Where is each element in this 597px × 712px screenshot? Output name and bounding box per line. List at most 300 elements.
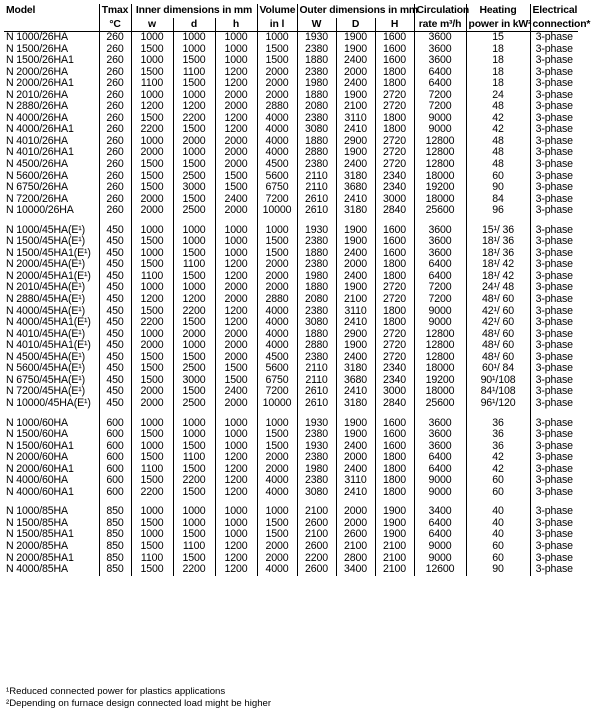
cell-inner-d: 1000 bbox=[173, 340, 215, 352]
cell-outer-w: 1880 bbox=[297, 90, 336, 102]
cell-heating-power: 60 bbox=[466, 475, 530, 487]
cell-model: N 2000/26HA1 bbox=[4, 78, 99, 90]
cell-electrical-connection: 3-phase bbox=[535, 77, 573, 90]
cell-circulation-rate: 3600 bbox=[414, 248, 466, 260]
cell-circulation-rate: 9000 bbox=[414, 306, 466, 318]
cell-heating-power: 48¹/ 60 bbox=[466, 294, 530, 306]
cell-model: N 6750/45HA(E¹) bbox=[4, 375, 99, 387]
cell-circulation-rate: 18000 bbox=[414, 171, 466, 183]
cell-electrical-connection: 3-phase bbox=[535, 362, 573, 375]
cell-model: N 4500/26HA bbox=[4, 159, 99, 171]
cell-outer-w: 2610 bbox=[297, 205, 336, 217]
cell-inner-d: 2500 bbox=[173, 171, 215, 183]
cell-model: N 1500/60HA bbox=[4, 429, 99, 441]
cell-tmax: 850 bbox=[99, 564, 131, 576]
cell-outer-d: 2400 bbox=[336, 271, 375, 283]
cell-tmax: 260 bbox=[99, 136, 131, 148]
cell-inner-d: 1500 bbox=[173, 487, 215, 499]
cell-inner-w: 1500 bbox=[131, 452, 173, 464]
header-inner-d: d bbox=[173, 18, 215, 32]
cell-circulation-rate: 25600 bbox=[414, 398, 466, 410]
cell-outer-d: 2400 bbox=[336, 441, 375, 453]
cell-heating-power: 36 bbox=[466, 429, 530, 441]
cell-outer-d: 2800 bbox=[336, 553, 375, 565]
cell-inner-d: 1000 bbox=[173, 236, 215, 248]
table-row bbox=[4, 294, 578, 306]
cell-model: N 1500/45HA(E¹) bbox=[4, 236, 99, 248]
cell-heating-power: 42¹/ 60 bbox=[466, 317, 530, 329]
cell-outer-d: 2100 bbox=[336, 101, 375, 113]
cell-outer-w: 1930 bbox=[297, 441, 336, 453]
cell-heating-power: 15 bbox=[466, 32, 530, 44]
cell-outer-h: 2720 bbox=[375, 340, 414, 352]
cell-inner-d: 1500 bbox=[173, 386, 215, 398]
cell-volume: 2000 bbox=[257, 67, 297, 79]
cell-heating-power: 18¹/ 42 bbox=[466, 259, 530, 271]
cell-model: N 2000/85HA1 bbox=[4, 553, 99, 565]
cell-outer-w: 2200 bbox=[297, 553, 336, 565]
cell-inner-h: 1200 bbox=[215, 475, 257, 487]
cell-inner-w: 1000 bbox=[131, 136, 173, 148]
cell-volume: 4000 bbox=[257, 147, 297, 159]
cell-inner-h: 1500 bbox=[215, 363, 257, 375]
cell-inner-w: 1500 bbox=[131, 429, 173, 441]
cell-outer-d: 2410 bbox=[336, 194, 375, 206]
cell-heating-power: 18¹/ 42 bbox=[466, 271, 530, 283]
cell-inner-d: 1500 bbox=[173, 124, 215, 136]
cell-outer-h: 1900 bbox=[375, 518, 414, 530]
cell-tmax: 600 bbox=[99, 429, 131, 441]
cell-heating-power: 18 bbox=[466, 55, 530, 67]
cell-heating-power: 18 bbox=[466, 67, 530, 79]
cell-outer-d: 2400 bbox=[336, 78, 375, 90]
cell-inner-w: 1500 bbox=[131, 375, 173, 387]
cell-inner-d: 2200 bbox=[173, 475, 215, 487]
cell-tmax: 450 bbox=[99, 375, 131, 387]
cell-outer-h: 1800 bbox=[375, 78, 414, 90]
cell-inner-w: 1500 bbox=[131, 518, 173, 530]
cell-inner-w: 2000 bbox=[131, 194, 173, 206]
cell-outer-w: 1980 bbox=[297, 78, 336, 90]
cell-electrical-connection: 3-phase bbox=[535, 396, 573, 409]
cell-tmax: 450 bbox=[99, 282, 131, 294]
cell-outer-w: 2380 bbox=[297, 352, 336, 364]
cell-inner-d: 1500 bbox=[173, 553, 215, 565]
cell-electrical-connection: 3-phase bbox=[535, 428, 573, 441]
cell-inner-h: 1200 bbox=[215, 271, 257, 283]
cell-outer-w: 1880 bbox=[297, 329, 336, 341]
header-circulation: Circulation bbox=[414, 4, 466, 18]
cell-inner-w: 2000 bbox=[131, 147, 173, 159]
cell-inner-h: 1200 bbox=[215, 113, 257, 125]
cell-inner-h: 1200 bbox=[215, 259, 257, 271]
cell-tmax: 260 bbox=[99, 159, 131, 171]
header-inner-h: h bbox=[215, 18, 257, 32]
cell-outer-w: 2600 bbox=[297, 541, 336, 553]
cell-volume: 4500 bbox=[257, 159, 297, 171]
cell-heating-power: 60 bbox=[466, 541, 530, 553]
cell-tmax: 260 bbox=[99, 32, 131, 44]
cell-volume: 2000 bbox=[257, 271, 297, 283]
cell-heating-power: 48 bbox=[466, 147, 530, 159]
cell-tmax: 260 bbox=[99, 182, 131, 194]
cell-electrical-connection: 3-phase bbox=[535, 339, 573, 352]
cell-outer-h: 2100 bbox=[375, 553, 414, 565]
cell-electrical-connection: 3-phase bbox=[535, 528, 573, 541]
cell-outer-d: 3680 bbox=[336, 375, 375, 387]
cell-inner-h: 1000 bbox=[215, 248, 257, 260]
cell-volume: 2880 bbox=[257, 294, 297, 306]
cell-inner-h: 1000 bbox=[215, 418, 257, 430]
cell-inner-w: 1100 bbox=[131, 464, 173, 476]
cell-circulation-rate: 6400 bbox=[414, 78, 466, 90]
cell-volume: 2000 bbox=[257, 452, 297, 464]
cell-model: N 4000/85HA bbox=[4, 564, 99, 576]
cell-inner-d: 1000 bbox=[173, 90, 215, 102]
cell-model: N 1500/60HA1 bbox=[4, 441, 99, 453]
cell-heating-power: 15¹/ 36 bbox=[466, 225, 530, 237]
cell-electrical-connection: 3-phase bbox=[535, 385, 573, 398]
cell-heating-power: 42 bbox=[466, 113, 530, 125]
cell-inner-h: 2000 bbox=[215, 147, 257, 159]
header-outer-w: W bbox=[297, 18, 336, 32]
cell-inner-d: 2000 bbox=[173, 136, 215, 148]
cell-outer-d: 1900 bbox=[336, 44, 375, 56]
cell-outer-w: 1930 bbox=[297, 225, 336, 237]
cell-heating-power: 48 bbox=[466, 136, 530, 148]
cell-circulation-rate: 6400 bbox=[414, 529, 466, 541]
cell-inner-w: 1000 bbox=[131, 529, 173, 541]
cell-inner-d: 1000 bbox=[173, 429, 215, 441]
cell-tmax: 260 bbox=[99, 55, 131, 67]
cell-outer-d: 2900 bbox=[336, 329, 375, 341]
cell-tmax: 260 bbox=[99, 124, 131, 136]
cell-inner-d: 1500 bbox=[173, 317, 215, 329]
table-row bbox=[4, 398, 578, 410]
cell-outer-h: 2720 bbox=[375, 282, 414, 294]
cell-circulation-rate: 3400 bbox=[414, 506, 466, 518]
cell-electrical-connection: 3-phase bbox=[535, 100, 573, 113]
cell-circulation-rate: 18000 bbox=[414, 386, 466, 398]
cell-heating-power: 42 bbox=[466, 124, 530, 136]
cell-tmax: 260 bbox=[99, 194, 131, 206]
cell-volume: 1500 bbox=[257, 248, 297, 260]
cell-circulation-rate: 12600 bbox=[414, 564, 466, 576]
cell-model: N 4500/45HA(E¹) bbox=[4, 352, 99, 364]
cell-electrical-connection: 3-phase bbox=[535, 316, 573, 329]
cell-outer-h: 3000 bbox=[375, 194, 414, 206]
cell-inner-d: 1500 bbox=[173, 464, 215, 476]
cell-model: N 2000/60HA bbox=[4, 452, 99, 464]
cell-model: N 4000/26HA bbox=[4, 113, 99, 125]
cell-inner-h: 1000 bbox=[215, 32, 257, 44]
cell-inner-h: 2000 bbox=[215, 159, 257, 171]
cell-volume: 1500 bbox=[257, 441, 297, 453]
cell-model: N 1000/60HA bbox=[4, 418, 99, 430]
cell-inner-w: 1500 bbox=[131, 352, 173, 364]
cell-inner-h: 1000 bbox=[215, 529, 257, 541]
cell-electrical-connection: 3-phase bbox=[535, 281, 573, 294]
cell-inner-w: 2000 bbox=[131, 398, 173, 410]
cell-volume: 4500 bbox=[257, 352, 297, 364]
cell-inner-w: 1500 bbox=[131, 259, 173, 271]
cell-tmax: 260 bbox=[99, 78, 131, 90]
cell-heating-power: 84¹/108 bbox=[466, 386, 530, 398]
table-row bbox=[4, 205, 578, 217]
cell-outer-d: 3110 bbox=[336, 306, 375, 318]
cell-circulation-rate: 9000 bbox=[414, 124, 466, 136]
table-header bbox=[4, 4, 591, 32]
specifications-table bbox=[4, 4, 591, 576]
cell-inner-d: 2500 bbox=[173, 363, 215, 375]
cell-outer-h: 2720 bbox=[375, 329, 414, 341]
cell-heating-power: 48 bbox=[466, 159, 530, 171]
cell-outer-h: 2720 bbox=[375, 159, 414, 171]
cell-volume: 2880 bbox=[257, 101, 297, 113]
cell-electrical-connection: 3-phase bbox=[535, 246, 573, 259]
cell-outer-h: 3000 bbox=[375, 386, 414, 398]
cell-inner-w: 1500 bbox=[131, 67, 173, 79]
cell-model: N 1000/45HA(E¹) bbox=[4, 225, 99, 237]
cell-heating-power: 36 bbox=[466, 441, 530, 453]
cell-outer-h: 1600 bbox=[375, 429, 414, 441]
cell-inner-h: 2000 bbox=[215, 340, 257, 352]
cell-outer-d: 1900 bbox=[336, 418, 375, 430]
cell-volume: 1500 bbox=[257, 236, 297, 248]
cell-circulation-rate: 12800 bbox=[414, 147, 466, 159]
cell-outer-d: 3180 bbox=[336, 363, 375, 375]
cell-heating-power: 90 bbox=[466, 182, 530, 194]
cell-circulation-rate: 18000 bbox=[414, 194, 466, 206]
cell-outer-w: 3080 bbox=[297, 124, 336, 136]
cell-circulation-rate: 6400 bbox=[414, 464, 466, 476]
footnote-1: ¹Reduced connected power for plastics applications bbox=[6, 686, 226, 697]
cell-inner-w: 1000 bbox=[131, 418, 173, 430]
cell-volume: 10000 bbox=[257, 205, 297, 217]
cell-electrical-connection: 3-phase bbox=[535, 134, 573, 147]
cell-inner-d: 1500 bbox=[173, 194, 215, 206]
cell-inner-h: 1000 bbox=[215, 441, 257, 453]
cell-inner-w: 2000 bbox=[131, 386, 173, 398]
cell-circulation-rate: 9000 bbox=[414, 553, 466, 565]
cell-inner-h: 1200 bbox=[215, 452, 257, 464]
cell-inner-w: 1500 bbox=[131, 541, 173, 553]
cell-circulation-rate: 6400 bbox=[414, 259, 466, 271]
table-row bbox=[4, 159, 578, 171]
header-heating: Heating bbox=[466, 4, 530, 18]
cell-outer-h: 1900 bbox=[375, 529, 414, 541]
cell-outer-w: 1880 bbox=[297, 55, 336, 67]
cell-inner-d: 2200 bbox=[173, 564, 215, 576]
cell-tmax: 450 bbox=[99, 329, 131, 341]
cell-outer-d: 3400 bbox=[336, 564, 375, 576]
cell-outer-w: 2880 bbox=[297, 147, 336, 159]
cell-electrical-connection: 3-phase bbox=[535, 111, 573, 124]
cell-inner-h: 1200 bbox=[215, 78, 257, 90]
cell-outer-d: 1900 bbox=[336, 32, 375, 44]
cell-inner-h: 2000 bbox=[215, 352, 257, 364]
cell-volume: 6750 bbox=[257, 375, 297, 387]
cell-inner-w: 1500 bbox=[131, 171, 173, 183]
cell-outer-h: 1600 bbox=[375, 32, 414, 44]
cell-inner-w: 1100 bbox=[131, 78, 173, 90]
cell-outer-w: 2380 bbox=[297, 159, 336, 171]
cell-volume: 1500 bbox=[257, 44, 297, 56]
table-row bbox=[4, 429, 578, 441]
cell-outer-d: 2400 bbox=[336, 352, 375, 364]
cell-circulation-rate: 3600 bbox=[414, 225, 466, 237]
cell-heating-power: 24 bbox=[466, 90, 530, 102]
cell-heating-power: 40 bbox=[466, 518, 530, 530]
cell-circulation-rate: 12800 bbox=[414, 340, 466, 352]
cell-model: N 2000/45HA1(E¹) bbox=[4, 271, 99, 283]
cell-model: N 4010/45HA1(E¹) bbox=[4, 340, 99, 352]
cell-circulation-rate: 19200 bbox=[414, 182, 466, 194]
cell-heating-power: 60¹/ 84 bbox=[466, 363, 530, 375]
cell-outer-w: 2380 bbox=[297, 259, 336, 271]
cell-volume: 4000 bbox=[257, 306, 297, 318]
cell-inner-d: 1000 bbox=[173, 282, 215, 294]
cell-volume: 4000 bbox=[257, 124, 297, 136]
cell-outer-w: 1930 bbox=[297, 32, 336, 44]
cell-outer-w: 2600 bbox=[297, 564, 336, 576]
cell-electrical-connection: 3-phase bbox=[535, 474, 573, 487]
cell-inner-h: 2000 bbox=[215, 205, 257, 217]
footnotes bbox=[6, 686, 271, 709]
cell-outer-h: 2340 bbox=[375, 363, 414, 375]
cell-outer-h: 2840 bbox=[375, 398, 414, 410]
cell-outer-d: 1900 bbox=[336, 236, 375, 248]
cell-inner-w: 1100 bbox=[131, 553, 173, 565]
table-row bbox=[4, 55, 578, 67]
cell-electrical-connection: 3-phase bbox=[535, 258, 573, 271]
cell-tmax: 260 bbox=[99, 90, 131, 102]
cell-electrical-connection: 3-phase bbox=[535, 563, 573, 576]
cell-volume: 2000 bbox=[257, 553, 297, 565]
cell-outer-h: 1800 bbox=[375, 452, 414, 464]
cell-outer-d: 3110 bbox=[336, 475, 375, 487]
cell-model: N 10000/45HA(E¹) bbox=[4, 398, 99, 410]
cell-inner-h: 1500 bbox=[215, 171, 257, 183]
cell-model: N 2000/45HA(E¹) bbox=[4, 259, 99, 271]
cell-inner-w: 1100 bbox=[131, 271, 173, 283]
cell-volume: 1000 bbox=[257, 506, 297, 518]
cell-outer-d: 2000 bbox=[336, 259, 375, 271]
cell-volume: 1500 bbox=[257, 429, 297, 441]
cell-electrical-connection: 3-phase bbox=[535, 223, 573, 236]
cell-tmax: 260 bbox=[99, 101, 131, 113]
cell-outer-d: 1900 bbox=[336, 225, 375, 237]
cell-circulation-rate: 12800 bbox=[414, 136, 466, 148]
cell-inner-w: 1500 bbox=[131, 159, 173, 171]
table-body bbox=[4, 32, 578, 576]
cell-tmax: 850 bbox=[99, 541, 131, 553]
header-electrical: Electrical bbox=[532, 5, 578, 16]
cell-volume: 1500 bbox=[257, 518, 297, 530]
cell-volume: 4000 bbox=[257, 340, 297, 352]
cell-outer-d: 3180 bbox=[336, 205, 375, 217]
cell-outer-d: 2400 bbox=[336, 248, 375, 260]
cell-outer-w: 2110 bbox=[297, 171, 336, 183]
cell-outer-w: 2380 bbox=[297, 429, 336, 441]
cell-inner-h: 2400 bbox=[215, 386, 257, 398]
cell-outer-h: 2100 bbox=[375, 541, 414, 553]
cell-inner-d: 1100 bbox=[173, 541, 215, 553]
cell-inner-d: 1500 bbox=[173, 529, 215, 541]
header-circulation-unit: rate m³/h bbox=[414, 18, 466, 32]
cell-inner-h: 2000 bbox=[215, 101, 257, 113]
cell-circulation-rate: 3600 bbox=[414, 236, 466, 248]
cell-model: N 1500/45HA1(E¹) bbox=[4, 248, 99, 260]
header-outer-h: H bbox=[375, 18, 414, 32]
cell-circulation-rate: 3600 bbox=[414, 418, 466, 430]
cell-electrical-connection: 3-phase bbox=[535, 416, 573, 429]
cell-volume: 6750 bbox=[257, 182, 297, 194]
cell-heating-power: 90 bbox=[466, 564, 530, 576]
cell-inner-w: 1500 bbox=[131, 475, 173, 487]
cell-inner-w: 1500 bbox=[131, 306, 173, 318]
cell-inner-w: 1500 bbox=[131, 113, 173, 125]
cell-inner-d: 1000 bbox=[173, 32, 215, 44]
cell-inner-d: 1500 bbox=[173, 352, 215, 364]
cell-inner-w: 1000 bbox=[131, 32, 173, 44]
cell-inner-d: 1200 bbox=[173, 294, 215, 306]
header-volume-unit: in l bbox=[257, 18, 297, 32]
cell-inner-w: 1500 bbox=[131, 363, 173, 375]
cell-inner-h: 1000 bbox=[215, 225, 257, 237]
cell-outer-d: 2600 bbox=[336, 529, 375, 541]
cell-electrical-connection: 3-phase bbox=[535, 505, 573, 518]
cell-outer-d: 2410 bbox=[336, 317, 375, 329]
cell-outer-d: 2100 bbox=[336, 294, 375, 306]
cell-outer-w: 2380 bbox=[297, 306, 336, 318]
cell-inner-h: 2000 bbox=[215, 294, 257, 306]
cell-electrical-connection: 3-phase bbox=[535, 373, 573, 386]
cell-inner-w: 1500 bbox=[131, 564, 173, 576]
cell-outer-w: 3080 bbox=[297, 317, 336, 329]
header-volume: Volume bbox=[257, 4, 297, 18]
header-tmax-unit: °C bbox=[99, 18, 131, 32]
cell-tmax: 450 bbox=[99, 352, 131, 364]
header-model-sub bbox=[4, 18, 99, 32]
cell-inner-d: 1000 bbox=[173, 44, 215, 56]
cell-outer-w: 2080 bbox=[297, 101, 336, 113]
cell-outer-w: 2610 bbox=[297, 194, 336, 206]
cell-circulation-rate: 7200 bbox=[414, 90, 466, 102]
cell-outer-h: 1800 bbox=[375, 464, 414, 476]
cell-volume: 4000 bbox=[257, 564, 297, 576]
cell-circulation-rate: 7200 bbox=[414, 294, 466, 306]
header-inner-w: w bbox=[131, 18, 173, 32]
cell-inner-h: 1200 bbox=[215, 306, 257, 318]
cell-outer-w: 2380 bbox=[297, 67, 336, 79]
cell-volume: 10000 bbox=[257, 398, 297, 410]
cell-outer-h: 2720 bbox=[375, 136, 414, 148]
cell-model: N 4000/45HA(E¹) bbox=[4, 306, 99, 318]
header-heating-unit: power in kW² bbox=[466, 18, 530, 32]
cell-tmax: 450 bbox=[99, 248, 131, 260]
cell-volume: 4000 bbox=[257, 136, 297, 148]
cell-model: N 5600/26HA bbox=[4, 171, 99, 183]
cell-volume: 2000 bbox=[257, 259, 297, 271]
cell-model: N 4010/45HA(E¹) bbox=[4, 329, 99, 341]
cell-inner-d: 1000 bbox=[173, 518, 215, 530]
cell-inner-w: 1000 bbox=[131, 225, 173, 237]
cell-outer-w: 1980 bbox=[297, 271, 336, 283]
cell-inner-w: 1200 bbox=[131, 294, 173, 306]
cell-outer-w: 3080 bbox=[297, 487, 336, 499]
cell-volume: 1500 bbox=[257, 529, 297, 541]
